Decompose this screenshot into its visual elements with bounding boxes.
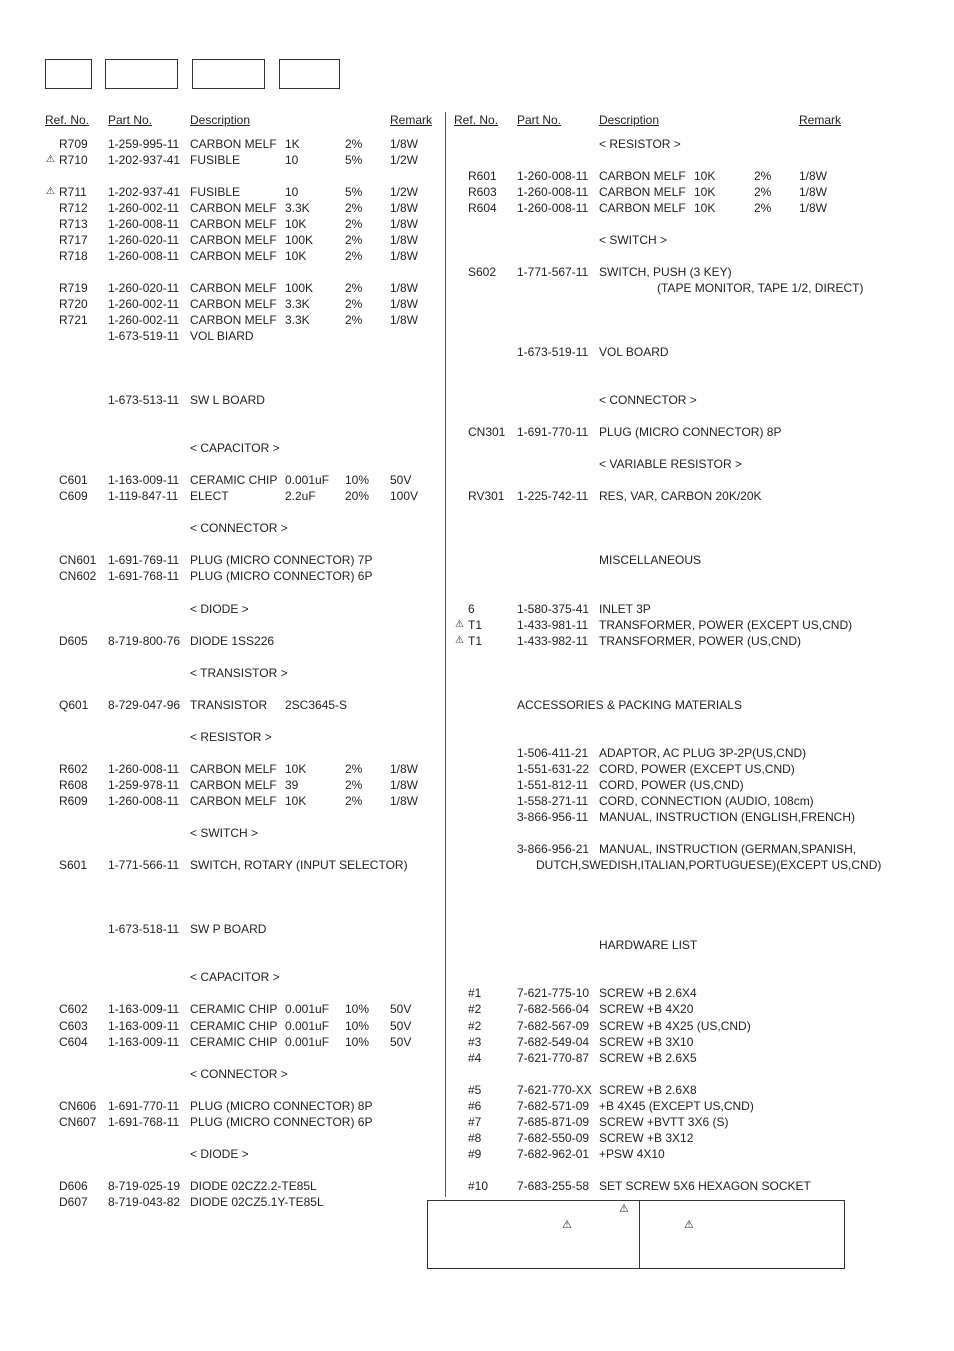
part-no: 3-866-956-21 [517,842,590,856]
ref-no: #7 [468,1115,482,1129]
part-no: 7-621-770-87 [517,1051,590,1065]
section-heading: ACCESSORIES & PACKING MATERIALS [517,698,742,712]
rating: 1/8W [390,217,419,231]
description: TRANSFORMER, POWER (EXCEPT US,CND) [599,618,853,632]
ref-no: R719 [59,281,88,295]
part-no: 1-260-008-11 [108,249,180,263]
description: SCREW +BVTT 3X6 (S) [599,1115,729,1129]
value: 10K [285,762,307,776]
description: INLET 3P [599,602,651,616]
description: < VARIABLE RESISTOR > [599,457,742,471]
part-no: 1-433-982-11 [517,634,589,648]
tolerance: 2% [345,217,363,231]
ref-no: D606 [59,1179,88,1193]
tolerance: 5% [345,185,363,199]
header-box-4 [279,59,340,89]
part-no: 1-225-742-11 [517,489,589,503]
description: SW P BOARD [190,922,267,936]
left-header-remark: Remark [390,113,433,127]
ref-no: R718 [59,249,88,263]
ref-no: #1 [468,986,482,1000]
part-no: 1-202-937-41 [108,185,181,199]
value: 100K [285,281,314,295]
ref-no: #3 [468,1035,482,1049]
part-no: 1-259-978-11 [108,778,180,792]
part-no: 1-691-769-11 [108,553,180,567]
description-continuation: (TAPE MONITOR, TAPE 1/2, DIRECT) [657,281,864,295]
value: 10K [694,201,716,215]
header-box-2 [105,59,178,89]
description: MANUAL, INSTRUCTION (ENGLISH,FRENCH) [599,810,856,824]
ref-no: R609 [59,794,88,808]
ref-no: D605 [59,634,88,648]
part-no: 1-691-770-11 [108,1099,180,1113]
part-no: 7-682-567-09 [517,1019,590,1033]
part-no: 1-259-995-11 [108,137,180,151]
description: CERAMIC CHIP [190,1035,278,1049]
right-header-remark: Remark [799,113,842,127]
value: 1K [285,137,300,151]
tolerance: 2% [345,313,363,327]
ref-no: R713 [59,217,88,231]
part-no: 1-691-768-11 [108,569,180,583]
part-no: 7-682-962-01 [517,1147,590,1161]
part-no: 1-260-008-11 [108,794,180,808]
tolerance: 10% [345,1002,370,1016]
value: 0.001uF [285,1035,330,1049]
description: PLUG (MICRO CONNECTOR) 7P [190,553,373,567]
description-continuation: DUTCH,SWEDISH,ITALIAN,PORTUGUESE)(EXCEPT US,CND) [536,858,882,872]
description: CORD, POWER (EXCEPT US,CND) [599,762,795,776]
description: < CAPACITOR > [190,970,280,984]
description: CERAMIC CHIP [190,1002,278,1016]
part-no: 1-558-271-11 [517,794,589,808]
part-no: 8-719-043-82 [108,1195,181,1209]
description: SW L BOARD [190,393,265,407]
part-no: 3-866-956-11 [517,810,589,824]
value: 0.001uF [285,473,330,487]
ref-no: R709 [59,137,88,151]
tolerance: 2% [754,185,772,199]
description: DIODE 02CZ2.2-TE85L [190,1179,317,1193]
ref-no: CN602 [59,569,97,583]
description: SWITCH, ROTARY (INPUT SELECTOR) [190,858,408,872]
part-no: 1-260-020-11 [108,281,180,295]
ref-no: C602 [59,1002,88,1016]
rating: 1/8W [390,137,419,151]
ref-no: R602 [59,762,88,776]
rating: 1/8W [799,169,828,183]
rating: 1/8W [390,201,419,215]
description: +PSW 4X10 [599,1147,665,1161]
part-no: 1-260-008-11 [108,217,180,231]
description: < DIODE > [190,602,249,616]
ref-no: R601 [468,169,497,183]
tolerance: 2% [754,201,772,215]
description: TRANSISTOR [190,698,268,712]
ref-no: C603 [59,1019,88,1033]
description: CARBON MELF [190,137,277,151]
description: CARBON MELF [190,762,277,776]
ref-no: C604 [59,1035,88,1049]
tolerance: 2% [345,233,363,247]
right-header-ref: Ref. No. [454,113,499,127]
description: RES, VAR, CARBON 20K/20K [599,489,762,503]
notes-box-divider [639,1201,640,1268]
description: CORD, POWER (US,CND) [599,778,744,792]
tolerance: 2% [345,297,363,311]
tolerance: 10% [345,1035,370,1049]
description: CARBON MELF [190,249,277,263]
rating: 50V [390,1002,412,1016]
value: 0.001uF [285,1019,330,1033]
description: CARBON MELF [190,201,277,215]
description: SCREW +B 3X10 [599,1035,694,1049]
ref-no: R720 [59,297,88,311]
description: DIODE 1SS226 [190,634,275,648]
part-no: 7-682-571-09 [517,1099,590,1113]
tolerance: 2% [345,762,363,776]
tolerance: 5% [345,153,363,167]
description: MISCELLANEOUS [599,553,702,567]
description: CARBON MELF [190,778,277,792]
ref-no: T1 [468,634,483,648]
ref-no: #10 [468,1179,489,1193]
rating: 1/2W [390,153,419,167]
part-no: 1-260-008-11 [517,201,589,215]
ref-no: R721 [59,313,88,327]
rating: 100V [390,489,419,503]
ref-no: C609 [59,489,88,503]
part-no: 8-719-800-76 [108,634,181,648]
description: SCREW +B 4X20 [599,1002,694,1016]
description: PLUG (MICRO CONNECTOR) 6P [190,569,373,583]
description: VOL BIARD [190,329,254,343]
description: < SWITCH > [190,826,259,840]
value: 10K [285,217,307,231]
description: PLUG (MICRO CONNECTOR) 8P [190,1099,373,1113]
rating: 50V [390,473,412,487]
rating: 50V [390,1035,412,1049]
ref-no: 6 [468,602,475,616]
ref-no: #6 [468,1099,482,1113]
description: SCREW +B 2.6X8 [599,1083,697,1097]
description: < CONNECTOR > [190,1067,288,1081]
part-no: 7-685-871-09 [517,1115,590,1129]
description: ADAPTOR, AC PLUG 3P-2P(US,CND) [599,746,807,760]
part-no: 7-682-549-04 [517,1035,590,1049]
description: < CONNECTOR > [599,393,697,407]
part-no: 1-163-009-11 [108,1002,180,1016]
warning-icon: ⚠ [46,154,55,165]
part-no: 1-163-009-11 [108,1019,180,1033]
value: 10K [694,185,716,199]
part-no: 1-771-567-11 [517,265,589,279]
description: SWITCH, PUSH (3 KEY) [599,265,732,279]
ref-no: R608 [59,778,88,792]
description: CORD, CONNECTION (AUDIO, 108cm) [599,794,814,808]
part-no: 7-621-770-XX [517,1083,592,1097]
part-no: 1-260-002-11 [108,313,180,327]
description: MANUAL, INSTRUCTION (GERMAN,SPANISH, [599,842,857,856]
ref-no: S602 [468,265,497,279]
ref-no: T1 [468,618,483,632]
warning-icon: ⚠ [46,186,55,197]
description: SCREW +B 2.6X5 [599,1051,697,1065]
description: CARBON MELF [190,233,277,247]
description: CARBON MELF [190,297,277,311]
description: < RESISTOR > [599,137,681,151]
part-no: 1-673-513-11 [108,393,180,407]
right-header-desc: Description [599,113,660,127]
warning-icon: ⚠ [684,1219,694,1231]
ref-no: R717 [59,233,88,247]
right-header-part: Part No. [517,113,562,127]
ref-no: R604 [468,201,497,215]
tolerance: 2% [345,201,363,215]
value: 10K [285,794,307,808]
tolerance: 2% [345,249,363,263]
part-no: 1-506-411-21 [517,746,589,760]
description: CARBON MELF [599,201,686,215]
value: 10 [285,153,299,167]
ref-no: R711 [59,185,87,199]
value: 2SC3645-S [285,698,348,712]
tolerance: 10% [345,1019,370,1033]
part-no: 7-682-550-09 [517,1131,590,1145]
part-no: 1-163-009-11 [108,473,180,487]
part-no: 8-729-047-96 [108,698,181,712]
ref-no: CN601 [59,553,97,567]
tolerance: 2% [345,281,363,295]
part-no: 1-673-519-11 [517,345,589,359]
description: +B 4X45 (EXCEPT US,CND) [599,1099,754,1113]
ref-no: CN607 [59,1115,97,1129]
description: SCREW +B 4X25 (US,CND) [599,1019,751,1033]
warning-icon: ⚠ [619,1203,629,1215]
ref-no: S601 [59,858,88,872]
ref-no: RV301 [468,489,505,503]
ref-no: Q601 [59,698,89,712]
description: VOL BOARD [599,345,669,359]
ref-no: R710 [59,153,88,167]
description: SCREW +B 2.6X4 [599,986,697,1000]
description: CERAMIC CHIP [190,473,278,487]
rating: 1/8W [390,297,419,311]
description: SET SCREW 5X6 HEXAGON SOCKET [599,1179,811,1193]
ref-no: #8 [468,1131,482,1145]
part-no: 1-673-518-11 [108,922,180,936]
value: 10K [694,169,716,183]
value: 100K [285,233,314,247]
value: 2.2uF [285,489,316,503]
description: SCREW +B 3X12 [599,1131,694,1145]
rating: 1/8W [390,794,419,808]
warning-icon: ⚠ [455,635,464,646]
value: 39 [285,778,299,792]
description: < DIODE > [190,1147,249,1161]
value: 3.3K [285,297,310,311]
ref-no: D607 [59,1195,88,1209]
tolerance: 2% [345,778,363,792]
rating: 1/8W [390,778,419,792]
description: CARBON MELF [190,217,277,231]
ref-no: R712 [59,201,88,215]
value: 10K [285,249,307,263]
part-no: 7-683-255-58 [517,1179,590,1193]
part-no: 1-202-937-41 [108,153,181,167]
left-header-part: Part No. [108,113,153,127]
ref-no: #9 [468,1147,482,1161]
value: 0.001uF [285,1002,330,1016]
rating: 1/8W [390,281,419,295]
ref-no: #2 [468,1002,482,1016]
ref-no: CN301 [468,425,506,439]
rating: 50V [390,1019,412,1033]
part-no: 1-551-631-22 [517,762,590,776]
ref-no: #4 [468,1051,482,1065]
description: < SWITCH > [599,233,668,247]
description: PLUG (MICRO CONNECTOR) 6P [190,1115,373,1129]
ref-no: #5 [468,1083,482,1097]
part-no: 1-691-770-11 [517,425,589,439]
part-no: 1-119-847-11 [108,489,179,503]
description: < CAPACITOR > [190,441,280,455]
header-box-1 [45,59,92,89]
warning-icon: ⚠ [562,1219,572,1231]
rating: 1/2W [390,185,419,199]
description: < TRANSISTOR > [190,666,288,680]
left-header-desc: Description [190,113,251,127]
description: CARBON MELF [190,313,277,327]
tolerance: 2% [345,794,363,808]
part-no: 1-673-519-11 [108,329,180,343]
part-no: 1-551-812-11 [517,778,589,792]
value: 10 [285,185,299,199]
ref-no: #2 [468,1019,482,1033]
part-no: 1-260-008-11 [517,169,589,183]
part-no: 7-621-775-10 [517,986,590,1000]
part-no: 1-260-020-11 [108,233,180,247]
tolerance: 10% [345,473,370,487]
description: < CONNECTOR > [190,521,288,535]
part-no: 1-433-981-11 [517,618,589,632]
rating: 1/8W [799,201,828,215]
notes-box [427,1200,845,1269]
value: 3.3K [285,201,310,215]
rating: 1/8W [799,185,828,199]
description: CARBON MELF [599,169,686,183]
description: PLUG (MICRO CONNECTOR) 8P [599,425,782,439]
header-box-3 [192,59,265,89]
column-divider [445,112,446,1197]
rating: 1/8W [390,762,419,776]
warning-icon: ⚠ [455,619,464,630]
tolerance: 2% [754,169,772,183]
part-no: 1-260-008-11 [108,762,180,776]
part-no: 7-682-566-04 [517,1002,590,1016]
part-no: 1-691-768-11 [108,1115,180,1129]
tolerance: 2% [345,137,363,151]
description: CARBON MELF [190,794,277,808]
rating: 1/8W [390,249,419,263]
rating: 1/8W [390,233,419,247]
part-no: 1-163-009-11 [108,1035,180,1049]
part-no: 1-260-008-11 [517,185,589,199]
description: < RESISTOR > [190,730,272,744]
ref-no: CN606 [59,1099,97,1113]
part-no: 1-260-002-11 [108,201,180,215]
description: DIODE 02CZ5.1Y-TE85L [190,1195,324,1209]
description: HARDWARE LIST [599,938,698,952]
description: FUSIBLE [190,185,241,199]
part-no: 1-771-566-11 [108,858,180,872]
description: CARBON MELF [599,185,686,199]
tolerance: 20% [345,489,370,503]
left-header-ref: Ref. No. [45,113,90,127]
ref-no: R603 [468,185,497,199]
description: TRANSFORMER, POWER (US,CND) [599,634,801,648]
ref-no: C601 [59,473,88,487]
rating: 1/8W [390,313,419,327]
description: CERAMIC CHIP [190,1019,278,1033]
description: CARBON MELF [190,281,277,295]
description: FUSIBLE [190,153,241,167]
description: ELECT [190,489,229,503]
value: 3.3K [285,313,310,327]
part-no: 8-719-025-19 [108,1179,181,1193]
part-no: 1-580-375-41 [517,602,590,616]
part-no: 1-260-002-11 [108,297,180,311]
